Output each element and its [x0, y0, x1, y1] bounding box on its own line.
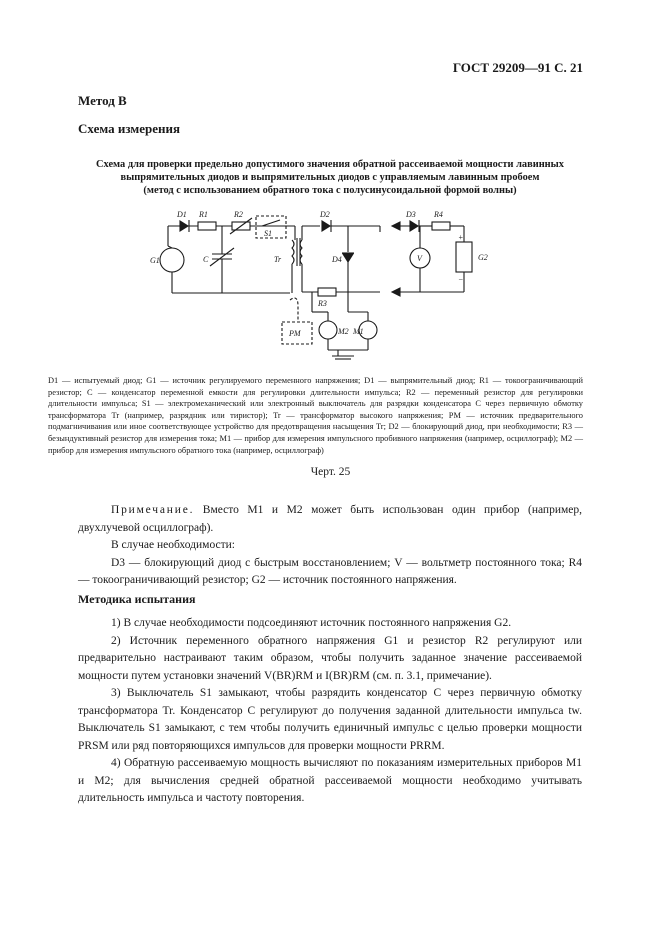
- note-line-1: [78, 502, 582, 537]
- label-s1: S1: [264, 229, 272, 238]
- label-c: C: [203, 255, 209, 264]
- note-text: Вместо M1 и M2 может быть использован один прибор (например, двухлучевой осциллограф).: [78, 504, 582, 534]
- note-label: Примечание.: [111, 504, 195, 516]
- page-header: ГОСТ 29209—91 С. 21: [452, 60, 583, 75]
- label-g2: G2: [478, 253, 488, 262]
- label-r3: R3: [318, 299, 327, 308]
- label-minus: −: [458, 275, 464, 284]
- label-d4: D4: [332, 255, 342, 264]
- figure-title-line-3: (метод с использованием обратного тока с полусинусоидальной формой волны): [143, 185, 517, 196]
- step-2: 2) Источник переменного обратного напряжения G1 и резистор R2 регулируют или предварительно настраивают таким образом, чтобы получить заданное значение рассеиваемой мощности путем установки значений V(BR)RM и I(BR)RM (см. п. 3.1, примечание).: [78, 634, 582, 682]
- method-heading: Метод В: [78, 93, 127, 108]
- step-1: 1) В случае необходимости подсоединяют источник постоянного напряжения G2.: [111, 617, 512, 629]
- figure-title-line-2: выпрямительных диодов и выпрямительных диодов с управляемым лавинным пробоем: [120, 172, 540, 183]
- figure-title: [80, 158, 580, 197]
- label-m2: M2: [338, 327, 349, 336]
- figure-caption: Черт. 25: [310, 466, 351, 478]
- label-r2: R2: [234, 210, 243, 219]
- label-m1: M1: [353, 327, 364, 336]
- label-r1: R1: [199, 210, 208, 219]
- circuit-diagram: [0, 200, 661, 370]
- procedure-steps: [78, 615, 582, 808]
- procedure-heading: Методика испытания: [78, 592, 196, 606]
- note-line-2: В случае необходимости:: [111, 539, 235, 551]
- scheme-heading: Схема измерения: [78, 121, 181, 136]
- label-plus: +: [458, 233, 464, 242]
- label-d1: D1: [177, 210, 187, 219]
- label-pm: PM: [289, 329, 301, 338]
- figure-title-line-1: Схема для проверки предельно допустимого значения обратной рассеиваемой мощности лавинных: [96, 159, 564, 170]
- label-d2: D2: [320, 210, 330, 219]
- note-line-3: D3 — блокирующий диод с быстрым восстановлением; V — вольтметр постоянного тока; R4 — токоограничивающий резистор; G2 — источник постоянного напряжения.: [78, 556, 582, 586]
- step-4: 4) Обратную рассеиваемую мощность вычисляют по показаниям измерительных приборов M1 и M2; для вычисления средней обратной рассеиваемой мощности необходимо учитывать длительность импульса и частоту повторения.: [78, 757, 582, 804]
- label-g1: G1: [150, 256, 160, 265]
- label-r4: R4: [434, 210, 443, 219]
- label-tr: Tr: [274, 255, 282, 264]
- note-block: [78, 502, 582, 590]
- diagram-legend: D1 — испытуемый диод; G1 — источник регулируемого переменного напряжения; D1 — выпрямительный диод; R1 — токоограничивающий резистор; C — конденсатор переменной емкости для регулировки длительности импульса; R2 — переменный резистор для регулировки длительности импульса; S1 — электромеханический или электронный выключатель для разрядки конденсатора C через первичную обмотку трансформатора Tr (например, разрядник или тиристор); Tr — трансформатор высокого напряжения; PM — источник предварительного подмагничивания или иное соответствующее устройство для предотвращения насыщения Tr; D2 — блокирующий диод, при необходимости; R3 — безындуктивный резистор для измерения тока; M1 — прибор для измерения импульсного пробивного напряжения (например, осциллограф); M2 — прибор для измерения импульсного обратного тока (например, осциллограф): [48, 376, 583, 455]
- label-d3: D3: [406, 210, 416, 219]
- step-3: 3) Выключатель S1 замыкают, чтобы разрядить конденсатор C через первичную обмотку трансформатора Tr. Конденсатор C регулируют до получения заданной длительности импульса tw. Выключатель S1 замыкают, с тем чтобы получить единичный импульс с целью проверки мощности PRSM или ряд повторяющихся импульсов для проверки мощности PRRM.: [78, 687, 582, 752]
- label-v: V: [417, 254, 422, 263]
